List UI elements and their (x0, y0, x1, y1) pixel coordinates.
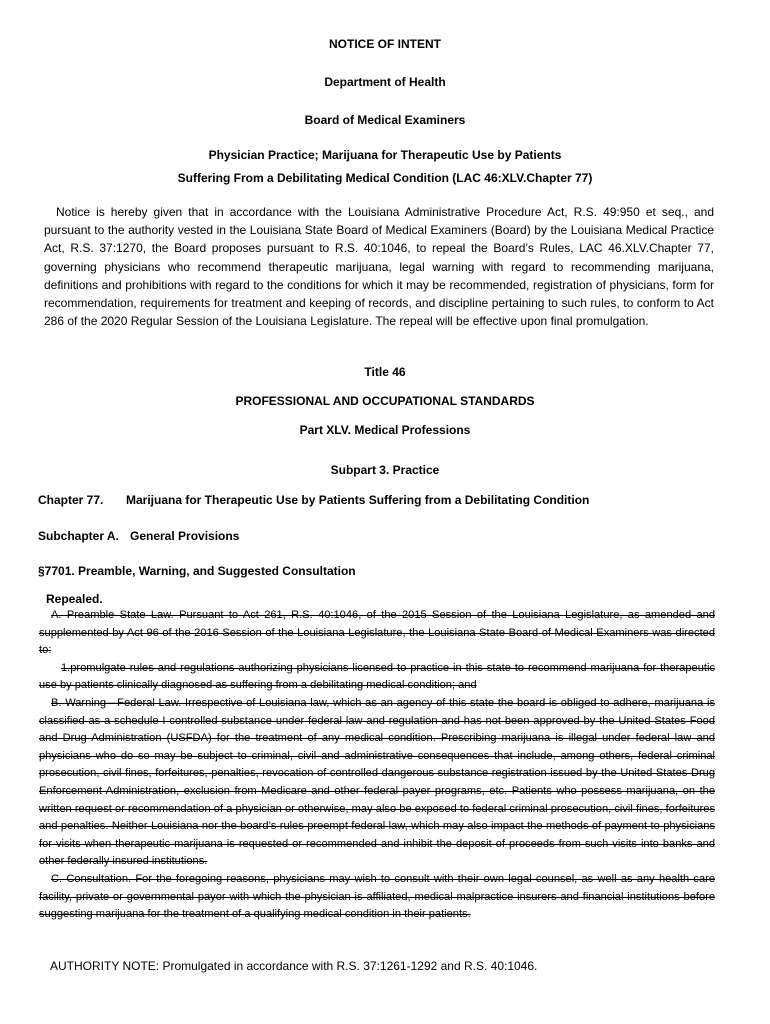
struck-paragraph-a: A. Preamble State Law. Pursuant to Act 261, R.S. 40:1046, of the 2015 Session of the Louisiana Legislature, as amended and supplemented by Act 96 of the 2016 Session of the Louisiana Legislature, the Louisiana State Board of Medical Examiners was directed to: (39, 609, 715, 657)
chapter-label: Chapter 77. (38, 493, 104, 507)
subchapter-label: Subchapter A. (38, 529, 119, 543)
subject-line-2: Suffering From a Debilitating Medical Condition (LAC 46:XLV.Chapter 77) (177, 171, 593, 185)
struck-paragraph-c: C. Consultation. For the foregoing reasons, physicians may wish to consult with their own legal counsel, as well as any health care facility, private or governmental payor with which the physician is affiliated, medical malpractice insurers and financial institutions before suggesting marijuana for the treatment of a qualifying medical condition in their patients. (39, 872, 715, 921)
notice-paragraph: Notice is hereby given that in accordance with the Louisiana Administrative Procedure Act, R.S. 49:950 et seq., and pursuant to the authority vested in the Louisiana State Board of Medical Examiners (Board) by the Louisiana Medical Practice Act, R.S. 37:1270, the Board proposes pursuant to R.S. 40:1046, to repeal the Board’s Rules, LAC 46.XLV.Chapter 77, governing physicians who recommend therapeutic marijuana, legal warning with regard to recommending marijuana, definitions and prohibitions with regard to the conditions for which it may be recommended, registration of physicians, form for recommendation, requirements for treatment and keeping of records, and discipline pertaining to such rules, to conform to Act 286 of the 2020 Regular Session of the Louisiana Legislature. The repeal will be effective upon final promulgation. (44, 205, 714, 329)
chapter-name: Marijuana for Therapeutic Use by Patients Suffering from a Debilitating Condition (126, 493, 590, 507)
subchapter-heading (38, 528, 239, 544)
board-heading: Board of Medical Examiners (304, 113, 466, 127)
chapter-heading (38, 492, 738, 508)
title-number: Title 46 (364, 365, 406, 379)
subpart-heading: Subpart 3. Practice (330, 463, 440, 477)
subchapter-name: General Provisions (130, 529, 240, 543)
title-name: PROFESSIONAL AND OCCUPATIONAL STANDARDS (235, 394, 535, 408)
notice-title: NOTICE OF INTENT (329, 37, 441, 51)
struck-paragraph-a1: 1.promulgate rules and regulations authorizing physicians licensed to practice in this state to recommend marijuana for therapeutic use by patients clinically diagnosed as suffering from a debilitating medical condition; and (39, 661, 715, 692)
part-heading: Part XLV. Medical Professions (299, 423, 471, 437)
department-heading: Department of Health (324, 75, 446, 89)
repealed-label: Repealed. (46, 592, 103, 606)
subject-line-1: Physician Practice; Marijuana for Therapeutic Use by Patients (208, 148, 562, 162)
struck-section-text (39, 607, 715, 924)
authority-note: AUTHORITY NOTE: Promulgated in accordance with R.S. 37:1261-1292 and R.S. 40:1046. (50, 959, 538, 973)
section-heading: §7701. Preamble, Warning, and Suggested Consultation (38, 564, 356, 578)
struck-paragraph-b: B. Warning—Federal Law. Irrespective of Louisiana law, which as an agency of this state the board is obliged to adhere, marijuana is classified as a schedule I controlled substance under federal law and regulation and has not been approved by the United States Food and Drug Administration (USFDA) for the treatment of any medical condition. Prescribing marijuana is illegal under federal law and physicians who do so may be subject to criminal, civil and administrative consequences that include, among others, federal criminal prosecution, civil fines, forfeitures, penalties, revocation of controlled dangerous substance registration issued by the United States Drug Enforcement Administration, exclusion from Medicare and other federal payer programs, etc. Patients who possess marijuana, on the written request or recommendation of a physician or otherwise, may also be exposed to federal criminal prosecution, civil fines, forfeitures and penalties. Neither Louisiana nor the board’s rules preempt federal law, which may also impact the methods of payment to physicians for visits when therapeutic marijuana is requested or recommended and inhibit the deposit of proceeds from such visits into banks and other federally insured institutions. (39, 696, 715, 868)
